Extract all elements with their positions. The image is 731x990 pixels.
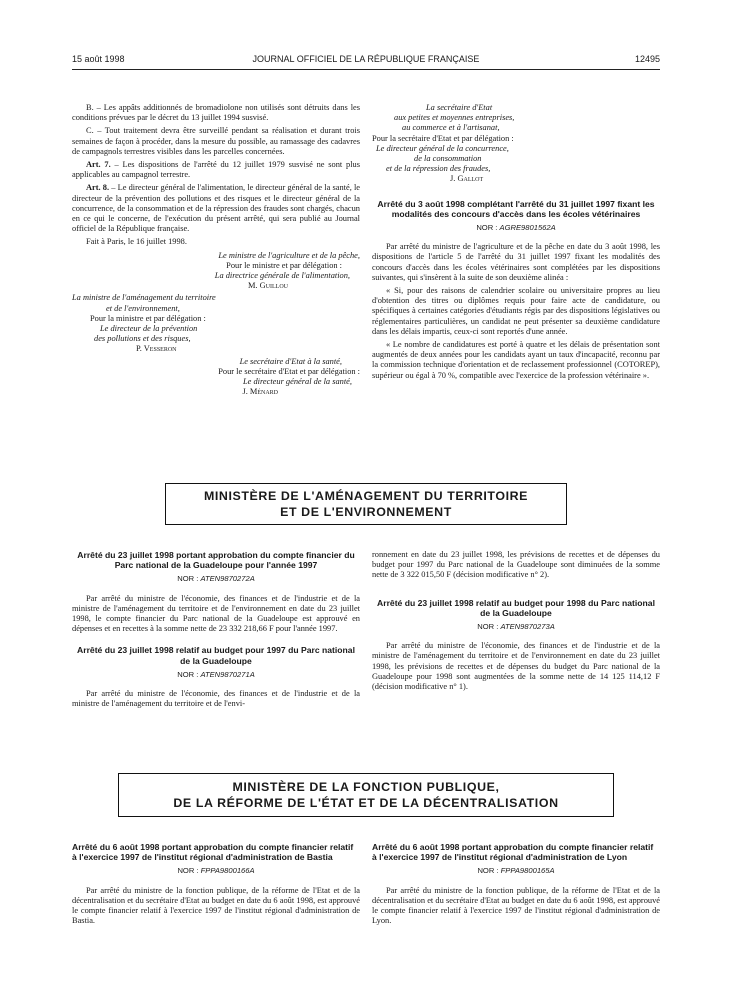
bottom-left-column [72, 842, 360, 929]
ministry-heading-fonction-publique [118, 773, 614, 817]
nor-label: NOR : [477, 866, 501, 876]
sig2-delegation: Pour la ministre et par délégation : [90, 313, 206, 323]
paragraph-c: C. – Tout traitement devra être surveillé pendant sa réalisation et durant trois semaines de façon à procéder, dans la mesure du possible, au ramassage des cadavres de campagnols terrestres visibles dans les parcelles concernées. [72, 126, 360, 156]
sig1-delegation: Pour le ministre et par délégation : [226, 260, 342, 270]
sig-commerce-delegation: Pour la secrétaire d'Etat et par délégation : [372, 133, 514, 143]
header-journal-title: JOURNAL OFFICIEL DE LA RÉPUBLIQUE FRANÇAISE [252, 54, 480, 64]
arrete-lyon-nor [372, 866, 660, 876]
nor-label: NOR : [177, 866, 201, 876]
sig2-role-line1: Le directeur de la prévention [100, 324, 198, 334]
sig2-title-line1: La ministre de l'aménagement du territoire [72, 293, 216, 303]
sig1-role: La directrice générale de l'alimentation, [214, 271, 350, 281]
article-7-label: Art. 7. [86, 160, 111, 170]
arrete-veterinaires-p1: Par arrêté du ministre de l'agriculture et de la pêche en date du 3 août 1998, les dispositions de l'article 5 de l'arrêté du 31 juillet 1997 fixant les modalités des concours d'accès dans les écoles vétérinaires sont complétées par les dispositions suivantes, qui s'insèrent à la suite de son deuxième alinéa : [372, 242, 660, 282]
arrete-lyon-title: Arrêté du 6 août 1998 portant approbation du compte financier relatif à l'exercice 1997 de l'institut régional d'administration de Lyon [372, 842, 654, 863]
article-8-text: – Le directeur général de l'alimentation, le directeur général de la santé, le directeur de la prévention des pollutions et des risques et le directeur général de la concurrence, de la consommation et de la répression des fraudes sont chargés, chacun en ce qui le concerne, de l'exécution du présent arrêté, qui sera publié au Journal officiel de la République française. [72, 183, 360, 234]
signature-block-health [72, 357, 360, 398]
sig-commerce-role-line2: de la consommation [414, 154, 482, 164]
sig-commerce-name: J. Gallot [450, 174, 484, 184]
ministry1-line2: ET DE L'ENVIRONNEMENT [280, 505, 452, 519]
bottom-right-column [372, 842, 660, 929]
sig-commerce-role-line3: et de la répression des fraudes, [386, 164, 491, 174]
sig3-role: Le directeur général de la santé, [242, 377, 352, 387]
nor-label: NOR : [177, 669, 201, 679]
header-page-number: 12495 [634, 54, 660, 64]
sig-commerce-role-line1: Le directeur général de la concurrence, [376, 143, 509, 153]
arrete-bastia-text: Par arrêté du ministre de la fonction publique, de la réforme de l'Etat et de la décentralisation et du secrétaire d'Etat au budget en date du 6 août 1998, est approuvé le compte financier relatif à l'exercice 1997 de l'institut régional d'administration de Bastia. [72, 885, 360, 926]
ministry2-line1: MINISTÈRE DE LA FONCTION PUBLIQUE, [232, 780, 500, 794]
article-8-label: Art. 8. [86, 183, 110, 193]
arrete-budget-1998-text: Par arrêté du ministre de l'économie, des finances et de l'industrie et de la ministre de l'aménagement du territoire et de l'environnement en date du 23 juillet 1998, les prévisions de recettes et de dépenses du budget du Parc national de la Guadeloupe pour 1998 sont augmentées de la somme nette de 14 125 114,12 F (décision modificative n° 1). [372, 641, 660, 692]
paragraph-b: B. – Les appâts additionnés de bromadiolone non utilisés sont détruits dans les conditions prévues par le décret du 13 juillet 1994 susvisé. [72, 103, 360, 123]
middle-right-column [372, 550, 660, 695]
top-left-column [72, 103, 360, 397]
sig3-name: J. Ménard [242, 387, 278, 397]
nor-code: FPPA9800166A [200, 866, 255, 876]
arrete-veterinaires-p2: « Si, pour des raisons de calendrier scolaire ou universitaire propres au lieu d'obtention des titres ou diplômes requis pour faire acte de candidature, ou spécifiques à certaines catégories d'étudiants régis par des dispositions législatives ou réglementaires particulières, un candidat ne peut présenter sa deuxième candidature dans les délais impartis, ceux-ci sont reportés d'une année. [372, 286, 660, 336]
arrete-compte-1997-title: Arrêté du 23 juillet 1998 portant approbation du compte financier du Parc national de la Guadeloupe pour l'année 1997 [77, 550, 355, 571]
middle-left-column [72, 550, 360, 712]
arrete-compte-1997-text: Par arrêté du ministre de l'économie, des finances et de l'industrie et de la ministre de l'aménagement du territoire et de l'environnement en date du 23 juillet 1998, le compte financier du Parc national de la Guadeloupe est approuvé en dépenses et en recettes à la somme nette de 23 332 218,66 F pour l'année 1997. [72, 593, 360, 634]
nor-code: ATEN9870273A [500, 622, 555, 632]
signature-block-agriculture [72, 251, 360, 292]
top-right-column [372, 103, 660, 384]
arrete-bastia-title: Arrêté du 6 août 1998 portant approbation du compte financier relatif à l'exercice 1997 de l'institut régional d'administration de Bastia [72, 842, 354, 863]
running-header [72, 54, 660, 68]
sig1-title: Le ministre de l'agriculture et de la pêche, [218, 250, 360, 260]
sig1-name: M. Guillou [247, 281, 288, 291]
arrete-veterinaires-nor [372, 223, 660, 233]
arrete-veterinaires-p3: « Le nombre de candidatures est porté à quatre et les délais de présentation sont augmentés de deux années pour les candidats ayant un taux d'incapacité, reconnu par la commission technique d'orientation et de reclassement professionnel (COTOREP), supérieur ou égal à 70 %, compatible avec l'exercice de la profession vétérinaire ». [372, 340, 660, 380]
arrete-budget-1997-text: Par arrêté du ministre de l'économie, des finances et de l'industrie et de la ministre de l'aménagement du territoire et de l'envi- [72, 689, 360, 709]
nor-code: FPPA9800165A [500, 866, 555, 876]
signature-block-commerce [372, 103, 660, 185]
sig3-title: Le secrétaire d'Etat à la santé, [239, 356, 342, 366]
article-8 [72, 183, 360, 234]
header-rule [72, 69, 660, 70]
signature-block-environment [72, 293, 360, 354]
arrete-lyon-text: Par arrêté du ministre de la fonction publique, de la réforme de l'Etat et de la décentralisation et du secrétaire d'Etat au budget en date du 6 août 1998, est approuvé le compte financier relatif à l'exercice 1997 de l'institut régional d'administration de Lyon. [372, 885, 660, 926]
ministry1-line1: MINISTÈRE DE L'AMÉNAGEMENT DU TERRITOIRE [203, 489, 529, 503]
header-date: 15 août 1998 [72, 54, 125, 64]
article-7-text: – Les dispositions de l'arrêté du 12 juillet 1979 susvisé ne sont plus applicables au campagnol terrestre. [72, 160, 360, 180]
sig-commerce-title-line3: au commerce et à l'artisanat, [402, 123, 500, 133]
arrete-budget-1998-nor [372, 622, 660, 632]
arrete-budget-1997-continued: ronnement en date du 23 juillet 1998, les prévisions de recettes et de dépenses du budget pour 1997 du Parc national de la Guadeloupe sont diminuées de la somme nette de 3 322 015,50 F (décision modificative n° 2). [372, 550, 660, 580]
sig2-title-line2: et de l'environnement, [106, 303, 180, 313]
sig2-role-line2: des pollutions et des risques, [94, 334, 191, 344]
nor-label: NOR : [476, 223, 500, 233]
ministry-heading-amenagement [165, 483, 567, 525]
nor-code: ATEN9870271A [200, 669, 255, 679]
nor-code: ATEN9870272A [200, 574, 255, 584]
arrete-bastia-nor [72, 866, 360, 876]
arrete-budget-1998-title: Arrêté du 23 juillet 1998 relatif au budget pour 1998 du Parc national de la Guadeloupe [377, 597, 655, 618]
sig-commerce-title-line2: aux petites et moyennes entreprises, [394, 113, 515, 123]
arrete-budget-1997-title: Arrêté du 23 juillet 1998 relatif au budget pour 1997 du Parc national de la Guadeloupe [77, 645, 355, 666]
ministry2-line2: DE LA RÉFORME DE L'ÉTAT ET DE LA DÉCENTRALISATION [173, 796, 559, 810]
nor-code: AGRE9801562A [499, 223, 556, 233]
nor-label: NOR : [477, 622, 501, 632]
arrete-veterinaires-title: Arrêté du 3 août 1998 complétant l'arrêté du 31 juillet 1997 fixant les modalités des concours d'accès dans les écoles vétérinaires [377, 198, 655, 219]
arrete-budget-1997-nor [72, 670, 360, 680]
article-7 [72, 160, 360, 180]
fait-a-paris: Fait à Paris, le 16 juillet 1998. [86, 237, 187, 247]
sig3-delegation: Pour le secrétaire d'Etat et par délégation : [218, 366, 360, 376]
sig-commerce-title-line1: La secrétaire d'Etat [426, 103, 493, 112]
nor-label: NOR : [177, 574, 201, 584]
sig2-name: P. Vesseron [136, 344, 177, 354]
arrete-compte-1997-nor [72, 574, 360, 584]
